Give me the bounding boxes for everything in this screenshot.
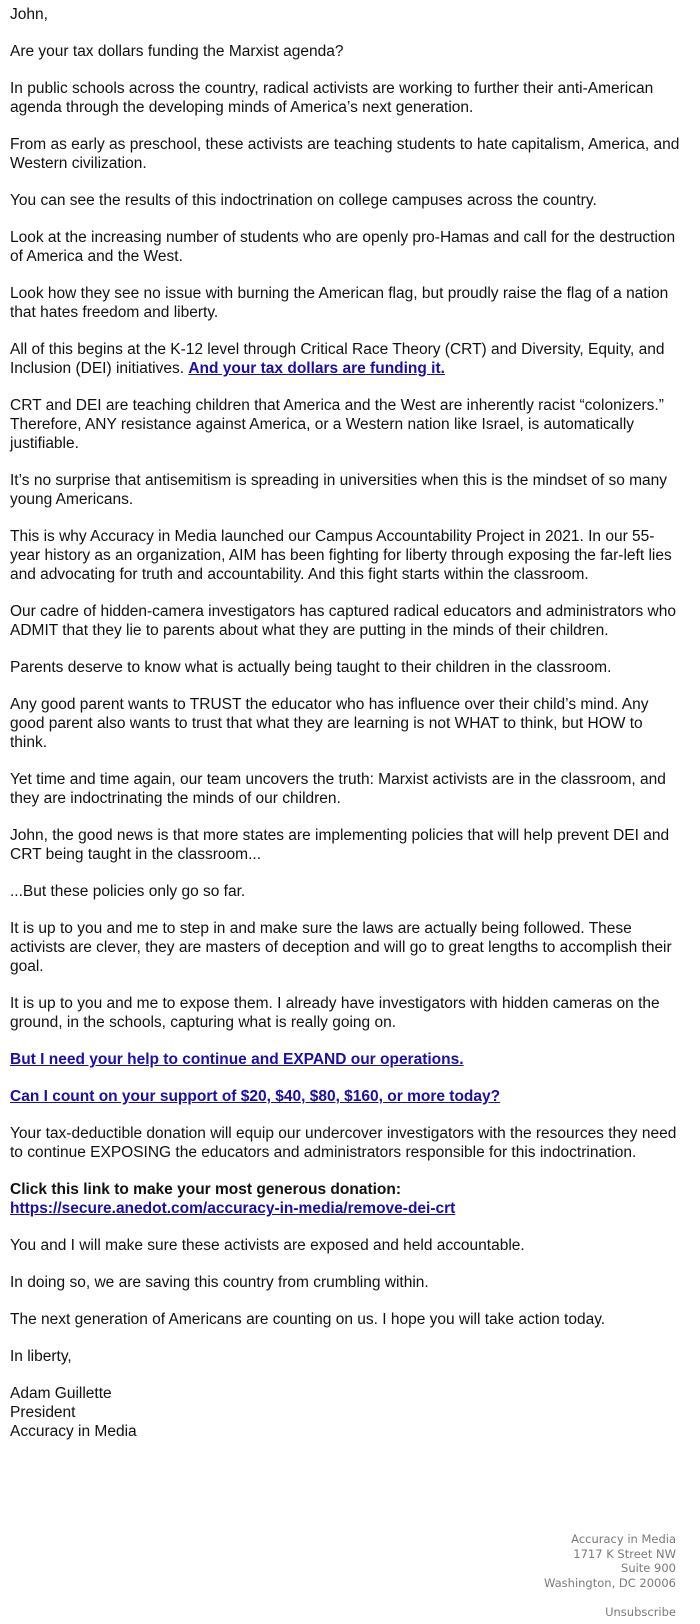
signature (10, 1384, 682, 1441)
paragraph-step-in: It is up to you and me to step in and make sure the laws are actually being followed. These activists are clever, they are masters of deception and will go to great lengths to accomplish their goal. (10, 920, 672, 975)
support-paragraph (10, 1087, 682, 1106)
email-body (10, 5, 682, 1441)
paragraph-flag: Look how they see no issue with burning the American flag, but proudly raise the flag of a nation that hates freedom and liberty. (10, 285, 669, 321)
help-paragraph (10, 1050, 682, 1069)
paragraph-crt-dei: CRT and DEI are teaching children that America and the West are inherently racist “colonizers.” Therefore, ANY resistance against America, or a Western nation like Israel, is automatically justifiable. (10, 397, 664, 452)
paragraph-antisemitism: It’s no surprise that antisemitism is spreading in universities when this is the mindset of so many young Americans. (10, 472, 668, 508)
paragraph-parents-deserve: Parents deserve to know what is actually being taught to their children in the classroom. (10, 659, 612, 676)
paragraph-preschool: From as early as preschool, these activists are teaching students to hate capitalism, America, and Western civilization. (10, 136, 680, 172)
paragraph-k12 (10, 340, 682, 378)
support-amounts-link[interactable]: Can I count on your support of $20, $40, $80, $160, or more today? (10, 1088, 501, 1105)
paragraph-campus-project: This is why Accuracy in Media launched our Campus Accountability Project in 2021. In our 55-year history as an organization, AIM has been fighting for liberty through exposing the far-left lies and advocating for truth and accountability. And this fight starts within the classroom. (10, 528, 672, 583)
footer-city: Washington, DC 20006 (543, 1575, 676, 1590)
donate-lead: Click this link to make your most generous donation: (10, 1181, 402, 1198)
paragraph-public-schools: In public schools across the country, radical activists are working to further their anti-American agenda through the developing minds of America’s next generation. (10, 80, 654, 116)
paragraph-students: Look at the increasing number of students who are openly pro-Hamas and call for the destruction of America and the West. (10, 229, 676, 265)
paragraph-question: Are your tax dollars funding the Marxist agenda? (10, 43, 344, 60)
paragraph-next-generation: The next generation of Americans are counting on us. I hope you will take action today. (10, 1311, 606, 1328)
paragraph-policies: ...But these policies only go so far. (10, 883, 246, 900)
signature-name: Adam Guillette (10, 1385, 112, 1402)
paragraph-good-news: John, the good news is that more states are implementing policies that will help prevent DEI and CRT being taught in the classroom... (10, 827, 670, 863)
footer-org: Accuracy in Media (571, 1532, 676, 1546)
paragraph-investigators: Our cadre of hidden-camera investigators has captured radical educators and administrators who ADMIT that they lie to parents about what they are putting in the minds of their children. (10, 603, 676, 639)
paragraph-donation: Your tax-deductible donation will equip our undercover investigators with the resources they need to continue EXPOSING the educators and administrators responsible for this indoctrination. (10, 1125, 677, 1161)
unsubscribe-link[interactable]: Unsubscribe (605, 1605, 676, 1619)
paragraph-expose: It is up to you and me to expose them. I already have investigators with hidden cameras on the ground, in the schools, capturing what is really going on. (10, 995, 660, 1031)
tax-dollars-link[interactable]: And your tax dollars are funding it. (188, 360, 445, 377)
paragraph-crumbling: In doing so, we are saving this country from crumbling within. (10, 1274, 429, 1291)
paragraph-accountable: You and I will make sure these activists are exposed and held accountable. (10, 1237, 525, 1254)
donate-url-link[interactable]: https://secure.anedot.com/accuracy-in-media/remove-dei-crt (10, 1200, 456, 1217)
signature-title: President (10, 1404, 76, 1421)
help-expand-link[interactable]: But I need your help to continue and EXPAND our operations. (10, 1051, 464, 1068)
paragraph-team-uncovers: Yet time and time again, our team uncovers the truth: Marxist activists are in the classroom, and they are indoctrinating the minds of our children. (10, 771, 666, 807)
footer-address (544, 1532, 676, 1590)
footer-street: 1717 K Street NW (573, 1546, 676, 1561)
closing: In liberty, (10, 1348, 72, 1365)
footer-suite: Suite 900 (621, 1561, 676, 1575)
salutation: John, (10, 6, 48, 23)
paragraph-college-campuses: You can see the results of this indoctrination on college campuses across the country. (10, 192, 597, 209)
paragraph-k12-text: All of this begins at the K-12 level through Critical Race Theory (CRT) and Diversity, Equity, and Inclusion (DEI) initiatives. (10, 341, 665, 377)
donate-block (10, 1180, 682, 1218)
paragraph-good-parent: Any good parent wants to TRUST the educator who has influence over their child’s mind. Any good parent also wants to trust that what they are learning is not WHAT to think, but HOW to think. (10, 696, 649, 751)
signature-org: Accuracy in Media (10, 1423, 137, 1440)
